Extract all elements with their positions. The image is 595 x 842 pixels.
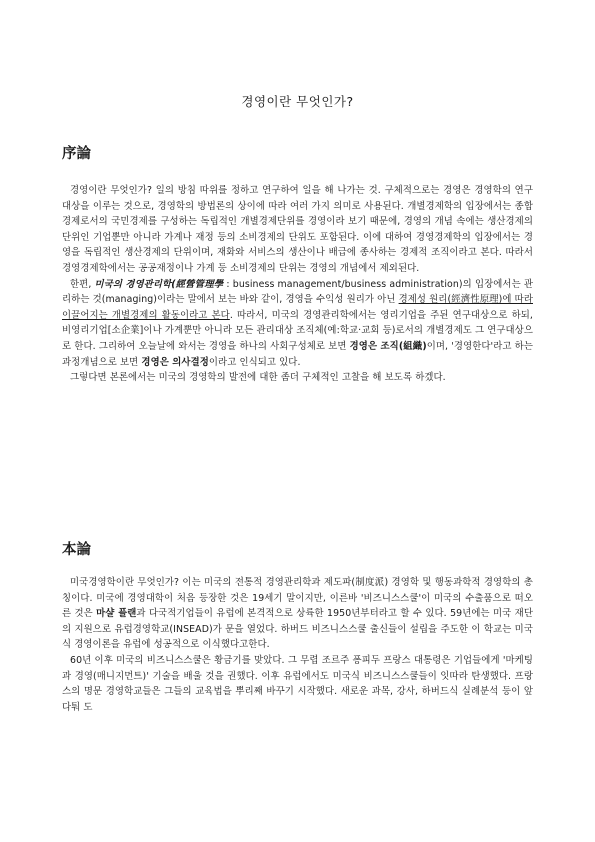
paragraph-text: 과 다국적기업들이 유럽에 본격적으로 상륙한 1950년부터라고 할 수 있다. 59년에는 미국 재단의 지원으로 유럽경영학교(INSEAD)가 문을 열었다. 하버드 비즈니스스쿨 출신들이 설립을 주도한 이 학교는 미국식 경영이론을 유럽에 성공적으로 이식했다고한다. — [62, 608, 533, 651]
paragraph-text: 이라고 인식되고 있다. — [208, 356, 301, 368]
paragraph-text: 60년 이후 미국의 비즈니스스쿨은 황금기를 맞았다. 그 무렵 조르주 퐁피두 프랑스 대통령은 기업들에게 '마케팅과 경영(매니지먼트)' 기술을 배울 것을 권했다. 이후 유럽에서도 미국식 비즈니스스쿨들이 잇따라 탄생했다. 프랑스의 명문 경영학교들은 그들의 교육법을 뿌리째 바꾸기 시작했다. 새로운 과목, 강사, 하버드식 실례분석 등이 앞다퉈 도 — [62, 654, 533, 713]
page-title: 경영이란 무엇인가? — [241, 94, 354, 109]
emphasized-text: 경제성 원리(經濟性原理)에 따라 이끌어지는 개별경제의 활동이라고 본다 — [62, 294, 533, 321]
paragraph — [62, 653, 533, 715]
paragraph — [62, 370, 533, 386]
emphasized-text: 마샬 플랜 — [96, 608, 137, 620]
paragraph-text: . 따라서, 미국의 경영관리학에서는 영리기업을 주된 연구대상으로 하되, 비영리기업[소企業]이나 가계뿐만 아니라 모든 관리대상 조직체(예:학교·교회 등)로서의 개별경제도 그 연구대상으로 한다. 그리하여 오늘날에 와서는 경영을 하나의 사회구성체로 보면 — [62, 309, 533, 352]
section-body-intro — [62, 183, 533, 386]
paragraph — [62, 575, 533, 653]
paragraph-text: 한편, — [70, 278, 95, 290]
emphasized-text: 경영은 의사결정 — [141, 356, 209, 368]
section-heading-main: 本論 — [62, 542, 91, 558]
paragraph-text: 경영이란 무엇인가? 일의 방침 따위를 정하고 연구하여 일을 해 나가는 것. 구체적으로는 경영은 경영학의 연구대상을 이루는 것으로, 경영학의 방법론의 상이에 따라 여러 가지 의미로 사용된다. 개별경제학의 입장에서는 종합경제로서의 국민경제를 구성하는 독립적인 개별경제단위를 경영이라 보기 때문에, 경영의 개념 속에는 생산경제의 단위인 기업뿐만 아니라 가계나 재정 등의 소비경제의 단위도 포함된다. 이에 대하여 경영경제학의 입장에서는 경영을 독립적인 생산경제의 단위이며, 재화와 서비스의 생산이나 배급에 종사하는 경제적 조직이라고 본다. 따라서 경영경제학에서는 공공재정이나 가계 등 소비경제의 단위는 경영의 개념에서 제외된다. — [62, 185, 533, 274]
paragraph-text: 미국경영학이란 무엇인가? 이는 미국의 전통적 경영관리학과 제도파(制度派) 경영학 및 행동과학적 경영학의 총칭이다. 미국에 경영대학이 처음 등장한 것은 19세기 말이지만, 이른바 '비즈니스스쿨'이 미국의 수출품으로 떠오른 것은 — [62, 577, 533, 620]
emphasized-text: 경영은 조직(組織) — [349, 340, 427, 352]
section-heading-intro: 序論 — [62, 146, 91, 162]
paragraph-text: 그렇다면 본론에서는 미국의 경영학의 발전에 대한 좀더 구체적인 고찰을 해 보도록 하겠다. — [70, 372, 446, 384]
emphasized-text: 미국의 경영관리학(經營管理學 — [94, 278, 224, 290]
paragraph-text: 이며, '경영한다'라고 하는 과정개념으로 보면 — [62, 340, 533, 368]
section-body-main — [62, 575, 533, 715]
paragraph — [62, 277, 533, 371]
paragraph — [62, 183, 533, 277]
paragraph-text: : business management/business administration)의 입장에서는 관리하는 것(managing)이라는 말에서 보는 바와 같이, 경영을 수익성 원리가 아닌 — [62, 278, 534, 306]
